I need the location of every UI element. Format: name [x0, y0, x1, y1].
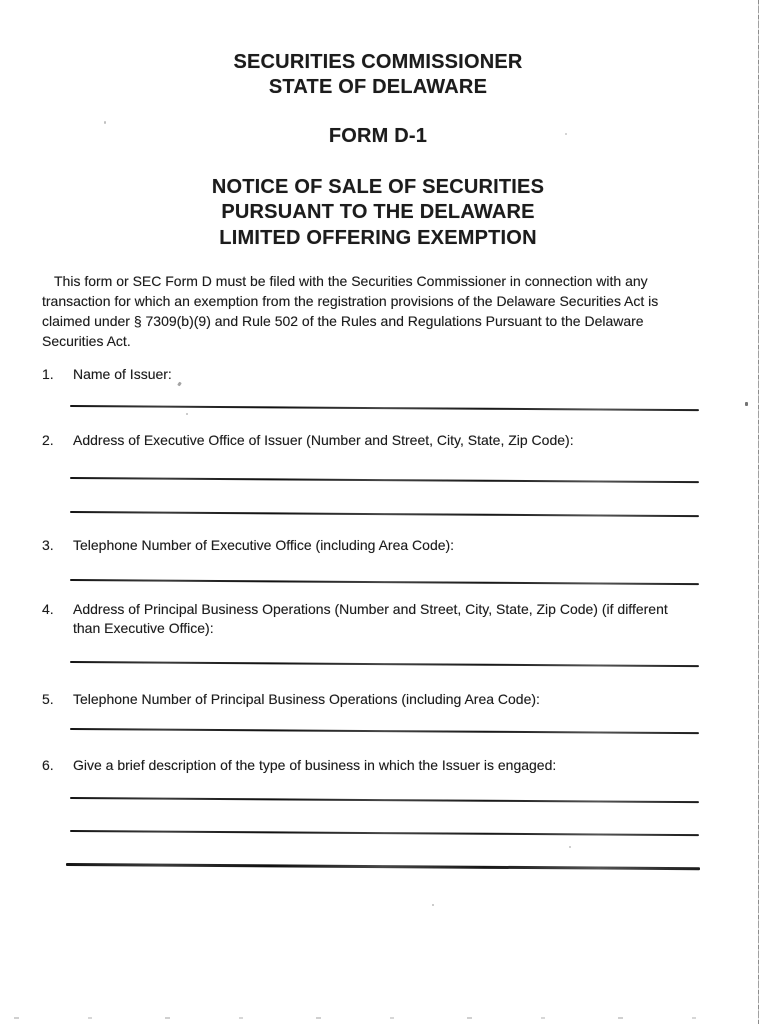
scan-edge-artifact-bottom: [14, 1017, 756, 1019]
intro-line: claimed under § 7309(b)(9) and Rule 502 of the Rules and Regulations Pursuant to the Delaware: [42, 313, 644, 329]
item-label: Give a brief description of the type of business in which the Issuer is engaged:: [73, 757, 557, 773]
item-6-blank-line-1[interactable]: [70, 797, 699, 803]
scan-speck: [432, 904, 434, 906]
item-number: 2.: [42, 432, 54, 448]
intro-line: Securities Act.: [42, 333, 131, 349]
scan-speck: [565, 133, 567, 135]
item-label-line2: than Executive Office):: [73, 620, 214, 636]
item-label: Name of Issuer:: [73, 366, 172, 382]
item-number: 4.: [42, 601, 54, 617]
form-number: FORM D-1: [328, 125, 428, 147]
form-title-line3: LIMITED OFFERING EXEMPTION: [219, 227, 537, 249]
item-label-line1: Address of Principal Business Operations (Number and Street, City, State, Zip Code) (if different: [73, 601, 668, 617]
item-label: Telephone Number of Principal Business Operations (including Area Code):: [73, 691, 540, 707]
form-title-line2: PURSUANT TO THE DELAWARE: [221, 201, 535, 223]
item-5-blank-line[interactable]: [70, 728, 699, 734]
item-6-blank-line-2[interactable]: [70, 830, 699, 836]
scan-edge-artifact-vertical: [758, 0, 759, 1024]
scan-speck: [186, 413, 188, 415]
scan-speck: [177, 382, 182, 387]
item-label: Address of Executive Office of Issuer (Number and Street, City, State, Zip Code):: [73, 432, 574, 448]
item-2-blank-line-2[interactable]: [70, 511, 699, 517]
agency-name-line2: STATE OF DELAWARE: [268, 76, 488, 98]
item-number: 5.: [42, 691, 54, 707]
intro-line: This form or SEC Form D must be filed with the Securities Commissioner in connection with any: [54, 273, 648, 289]
item-3-blank-line[interactable]: [70, 579, 699, 585]
item-number: 6.: [42, 757, 54, 773]
item-2-blank-line-1[interactable]: [70, 477, 699, 483]
item-6-blank-line-3[interactable]: [66, 863, 700, 870]
intro-paragraph: [42, 271, 658, 351]
agency-name-line1: SECURITIES COMMISSIONER: [233, 51, 523, 73]
item-number: 3.: [42, 537, 54, 553]
scan-speck: [745, 402, 748, 406]
intro-line: transaction for which an exemption from the registration provisions of the Delaware Securities Act is: [42, 293, 659, 309]
item-label: Telephone Number of Executive Office (including Area Code):: [73, 537, 455, 553]
item-4-blank-line[interactable]: [70, 661, 699, 667]
item-number: 1.: [42, 366, 54, 382]
scan-speck: [104, 121, 106, 124]
scan-speck: [569, 846, 571, 848]
form-title-line1: NOTICE OF SALE OF SECURITIES: [211, 176, 545, 198]
item-1-blank-line[interactable]: [70, 405, 699, 411]
